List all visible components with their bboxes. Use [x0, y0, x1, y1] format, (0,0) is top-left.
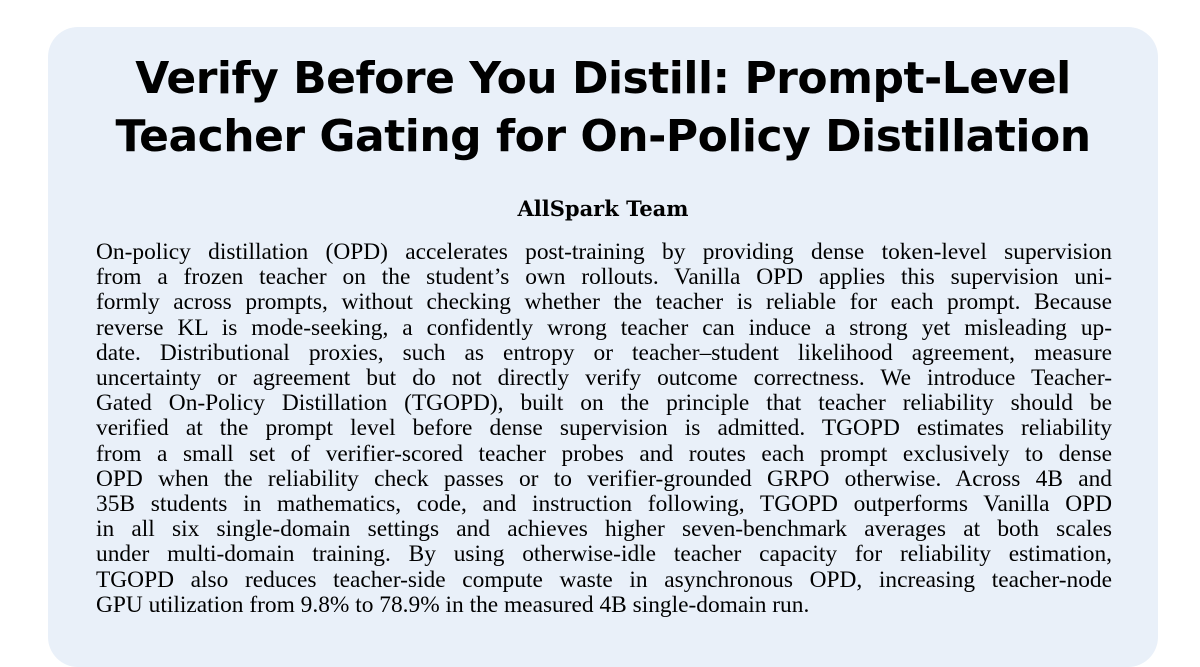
abstract-line: On-policy distillation (OPD) accelerates post-training by providing dense token-level supervision	[96, 239, 1112, 265]
abstract-body	[96, 240, 1112, 618]
abstract-line: 35B students in mathematics, code, and instruction following, TGOPD outperforms Vanilla OPD	[96, 491, 1112, 518]
abstract-line: from a small set of verifier-scored teacher probes and routes each prompt exclusively to dense	[96, 440, 1112, 467]
author-name: AllSpark Team	[517, 196, 689, 221]
abstract-line: formly across prompts, without checking whether the teacher is reliable for each prompt. Because	[96, 289, 1112, 316]
abstract-line: OPD when the reliability check passes or to verifier-grounded GRPO otherwise. Across 4B and	[96, 465, 1112, 492]
abstract-line: in all six single-domain settings and achieves higher seven-benchmark averages at both scales	[96, 516, 1112, 543]
abstract-line: GPU utilization from 9.8% to 78.9% in the measured 4B single-domain run.	[96, 591, 810, 618]
abstract-line: uncertainty or agreement but do not directly verify outcome correctness. We introduce Teacher-	[96, 365, 1112, 392]
title-line: Teacher Gating for On-Policy Distillation	[115, 111, 1091, 162]
paper-title	[48, 50, 1158, 166]
abstract-line: verified at the prompt level before dense supervision is admitted. TGOPD estimates reliability	[96, 415, 1112, 442]
abstract-line: under multi-domain training. By using otherwise-idle teacher capacity for reliability estimation,	[96, 541, 1112, 568]
abstract-line: Gated On-Policy Distillation (TGOPD), built on the principle that teacher reliability should be	[96, 390, 1112, 417]
abstract-line: from a frozen teacher on the student’s own rollouts. Vanilla OPD applies this supervision uni-	[96, 264, 1112, 291]
title-line: Verify Before You Distill: Prompt-Level	[135, 53, 1071, 104]
abstract-line: TGOPD also reduces teacher-side compute waste in asynchronous OPD, increasing teacher-node	[96, 566, 1112, 593]
abstract-line: reverse KL is mode-seeking, a confidently wrong teacher can induce a strong yet misleading up-	[96, 314, 1112, 341]
abstract-line: date. Distributional proxies, such as entropy or teacher–student likelihood agreement, measure	[96, 339, 1112, 366]
